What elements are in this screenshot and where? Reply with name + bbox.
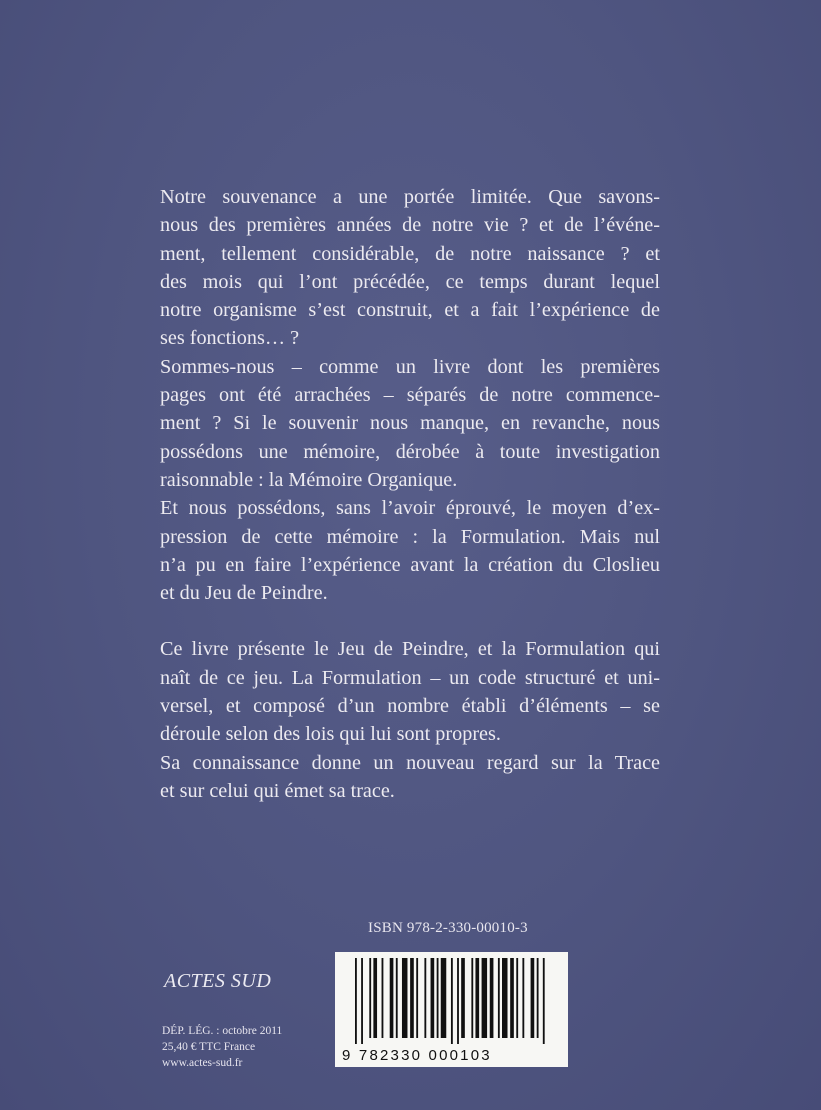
blurb-line: Sa connaissance donne un nouveau regard sur la Trace <box>160 751 660 774</box>
blurb-line: et du Jeu de Peindre. <box>160 582 328 605</box>
blurb-paragraph-2 <box>160 353 660 494</box>
barcode-bar <box>396 958 398 1038</box>
barcode-bar <box>382 958 384 1038</box>
paragraph-gap <box>160 607 660 635</box>
blurb-line: Notre souvenance a une portée limitée. Que savons- <box>160 186 660 208</box>
barcode-bar <box>471 958 473 1038</box>
blurb-line: raisonnable : la Mémoire Organique. <box>160 468 458 491</box>
barcode-bar <box>451 958 453 1044</box>
barcode-bar <box>410 958 414 1038</box>
blurb-line: ment, tellement considérable, de notre naissance ? et <box>160 242 660 265</box>
barcode-bar <box>475 958 479 1038</box>
blurb-line: Ce livre présente le Jeu de Peindre, et la Formulation qui <box>160 638 660 661</box>
barcode <box>335 952 568 1067</box>
barcode-bar <box>510 958 514 1038</box>
barcode-icon <box>355 958 551 1044</box>
barcode-bar <box>416 958 418 1038</box>
blurb-line: naît de ce jeu. La Formulation – un code structuré et uni- <box>160 666 660 689</box>
barcode-bar <box>437 958 439 1038</box>
blurb-line: Sommes-nous – comme un livre dont les premières <box>160 355 660 378</box>
website-link: www.actes-sud.fr <box>162 1057 243 1069</box>
blurb-line: nous des premières années de notre vie ? et de l’événe- <box>160 214 660 237</box>
publisher-logo: ACTES SUD <box>164 970 272 992</box>
barcode-bar <box>516 958 518 1038</box>
barcode-bar <box>424 958 426 1038</box>
barcode-bar <box>369 958 371 1038</box>
barcode-bar <box>373 958 377 1038</box>
blurb-paragraph-5 <box>160 749 660 806</box>
barcode-bar <box>522 958 524 1038</box>
barcode-bar <box>431 958 435 1038</box>
blurb-line: Et nous possédons, sans l’avoir éprouvé, le moyen d’ex- <box>160 497 660 520</box>
price: 25,40 € TTC France <box>162 1041 256 1053</box>
barcode-bar <box>461 958 465 1038</box>
barcode-bar <box>390 958 394 1038</box>
barcode-bar <box>482 958 488 1038</box>
barcode-bar <box>537 958 539 1038</box>
legal-deposit: DÉP. LÉG. : octobre 2011 <box>162 1025 283 1037</box>
blurb-line: possédons une mémoire, dérobée à toute investigation <box>160 440 660 463</box>
blurb-line: des mois qui l’ont précédée, ce temps durant lequel <box>160 270 660 293</box>
barcode-bar <box>457 958 459 1044</box>
blurb-line: pression de cette mémoire : la Formulation. Mais nul <box>160 525 660 548</box>
barcode-digits: 9 782330 000103 <box>342 1047 492 1064</box>
blurb-line: n’a pu en faire l’expérience avant la création du Closlieu <box>160 553 660 576</box>
blurb-line: ses fonctions… ? <box>160 327 300 350</box>
barcode-bar <box>441 958 447 1038</box>
barcode-bar <box>543 958 545 1044</box>
legal-info <box>162 1023 282 1071</box>
blurb-line: pages ont été arrachées – séparés de notre commence- <box>160 384 660 407</box>
barcode-bar <box>498 958 500 1038</box>
barcode-bar <box>490 958 494 1038</box>
blurb-text <box>160 183 660 805</box>
barcode-bar <box>402 958 408 1038</box>
barcode-bar <box>355 958 357 1044</box>
barcode-bar <box>361 958 363 1044</box>
blurb-paragraph-4 <box>160 635 660 748</box>
isbn-label: ISBN 978-2-330-00010-3 <box>368 920 528 936</box>
barcode-bar <box>531 958 535 1038</box>
blurb-line: et sur celui qui émet sa trace. <box>160 779 395 802</box>
blurb-paragraph-3 <box>160 494 660 607</box>
blurb-paragraph-1 <box>160 183 660 353</box>
blurb-line: versel, et composé d’un nombre établi d’éléments – se <box>160 695 660 718</box>
blurb-line: ment ? Si le souvenir nous manque, en revanche, nous <box>160 412 660 435</box>
blurb-line: notre organisme s’est construit, et a fait l’expérience de <box>160 299 660 322</box>
blurb-line: déroule selon des lois qui lui sont propres. <box>160 723 501 746</box>
barcode-bar <box>502 958 508 1038</box>
